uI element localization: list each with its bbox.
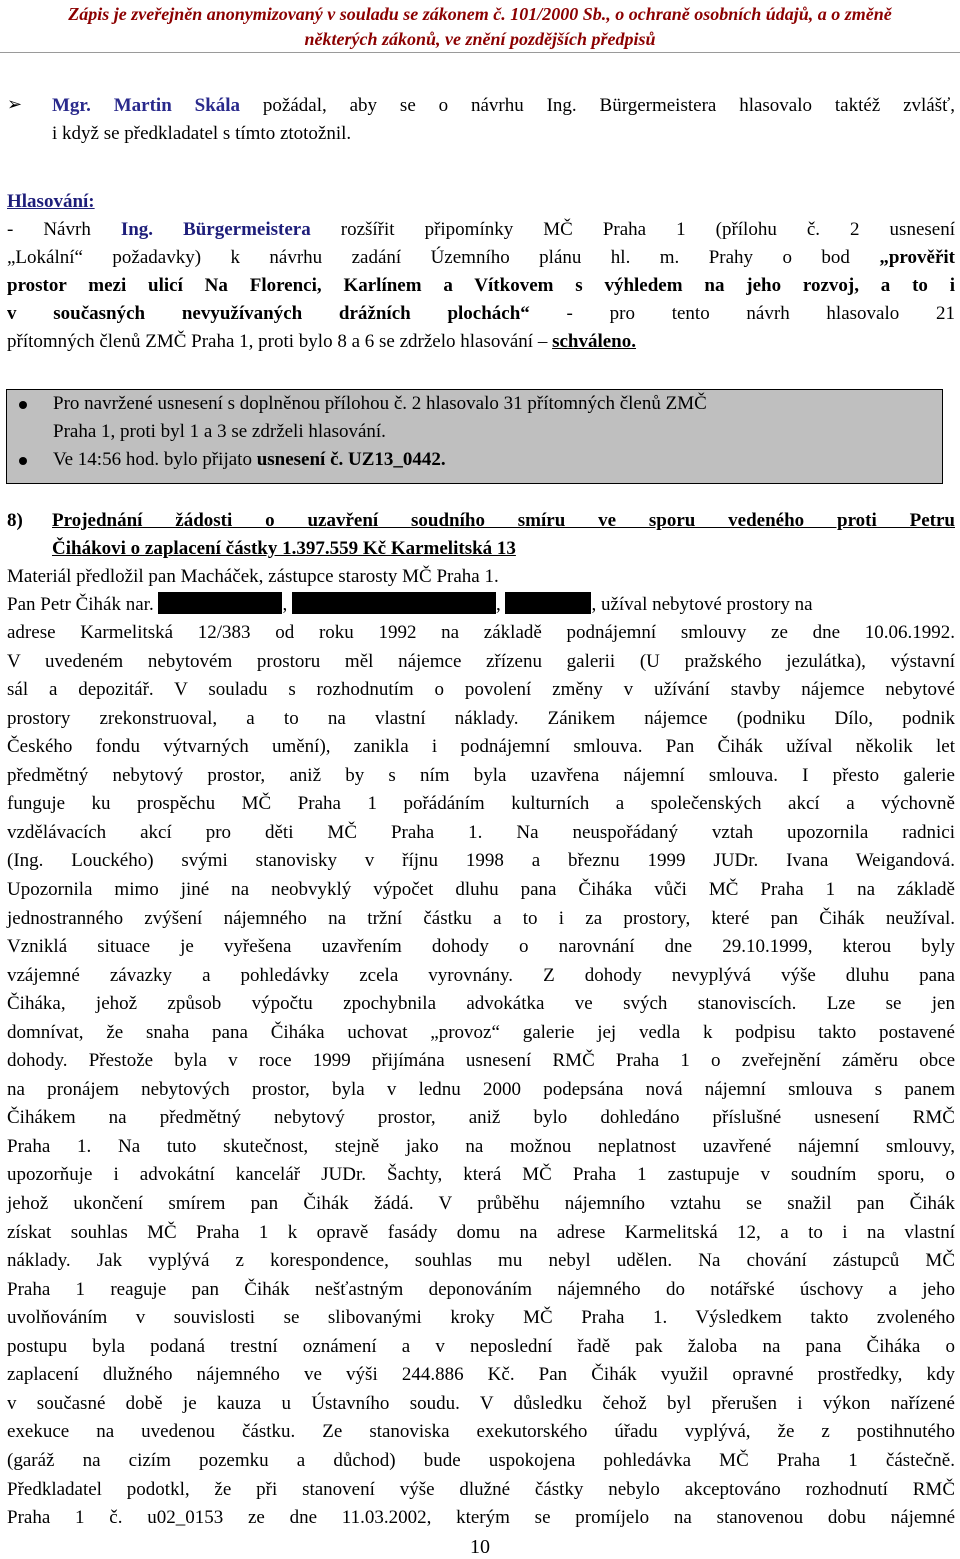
body-line: Českého fondu výtvarných umění), zanikla i podnájemní smlouva. Pan Čihák užíval několik let [7, 736, 955, 757]
vote-text-2: „Lokální“ požadavky) k návrhu zadání Územního plánu hl. m. Prahy o bod [7, 247, 880, 268]
vote-text-4a: v současných nevyužívaných drážních plochách“ [7, 303, 530, 324]
body-line: postupu byla podaná trestní oznámení a v neposlední řadě pak žaloba na pana Čiháka o [7, 1336, 955, 1357]
resolution-number: usnesení č. UZ13_0442. [256, 449, 446, 470]
header-divider [0, 52, 960, 53]
skala-name: Mgr. Martin Skála [52, 95, 241, 116]
body-line: zaplacení dlužného nájemného ve výši 244.886 Kč. Pan Čihák využil opravné prostředky, kdy [7, 1364, 955, 1385]
vote-line-3: prostor mezi ulicí Na Florenci, Karlínem a Vítkovem s výhledem na jeho rozvoj, a to i [7, 275, 955, 296]
section-number: 8) [7, 510, 23, 531]
box-line-2: Praha 1, proti byl 1 a 3 se zdrželi hlasování. [53, 421, 386, 442]
separator: , [282, 594, 292, 615]
skala-line-1 [52, 92, 955, 120]
vote-section [7, 188, 955, 368]
vote-line-5 [7, 328, 955, 356]
header-line-1: Zápis je zveřejněn anonymizovaný v souladu se zákonem č. 101/2000 Sb., o ochraně osobních údajů, a o změně [68, 4, 892, 24]
vote-line-2 [7, 244, 955, 272]
vote-text-1c: rozšířit připomínky MČ Praha 1 (přílohu č. 2 usnesení [310, 219, 955, 240]
body-line: vzájemné závazky a pohledávky zcela vyrovnány. Z dohody nevyplývá výše dluhu pana [7, 965, 955, 986]
body-line: (garáž na cizím pozemku a důchod) bude uspokojena pohledávka MČ Praha 1 částečně. [7, 1450, 955, 1471]
body-line: V uvedeném nebytovém prostoru měl nájemce zřízenu galerii (U pražského jezulátka), výstavní [7, 651, 955, 672]
body-line: uvolňováním v souvislosti se slibovanými kroky MČ Praha 1. Výsledkem takto zvoleného [7, 1307, 955, 1328]
skala-line-2: i když se předkladatel s tímto ztotožnil. [52, 123, 352, 144]
body-line: Praha 1 reaguje pan Čihák nešťastným deponováním nájemného do notářské úschovy a jeho [7, 1279, 955, 1300]
redaction-block [505, 592, 591, 614]
body-line: na pronájem nebytových prostor, byla v lednu 2000 podepsána nová nájemní smlouva s panem [7, 1079, 955, 1100]
body-line: exekuce na uvedenou částku. Ze stanoviska exekutorského úřadu vyplývá, že z postihnutého [7, 1421, 955, 1442]
body-line: Praha 1 č. u02_0153 ze dne 11.03.2002, kterým se promíjelo na stanovenou dobu nájemné [7, 1507, 955, 1528]
body-line: Praha 1. Na tuto skutečnost, stejně jako na možnou neplatnost uzavřené nájemní smlouvy, [7, 1136, 955, 1157]
vote-text-4b: - pro tento návrh hlasovalo 21 [529, 303, 955, 324]
vote-line-1 [7, 216, 955, 244]
body-line: Předkladatel podotkl, že při stanovení výše dlužné částky nebylo akceptováno rozhodnutí RMČ [7, 1479, 955, 1500]
anonymization-header [0, 2, 960, 52]
vote-line-4 [7, 300, 955, 328]
section-title-line-1: Projednání žádosti o uzavření soudního smíru ve sporu vedeného proti Petru [52, 510, 955, 531]
body-text-2b: , užíval nebytové prostory na [591, 594, 813, 615]
bullet-icon [19, 457, 27, 465]
body-line-redacted [7, 591, 955, 619]
page-number: 10 [470, 1536, 490, 1558]
body-line: (Ing. Louckého) svými stanovisky v říjnu 1998 a březnu 1999 JUDr. Ivana Weigandová. [7, 850, 955, 871]
header-line-2: některých zákonů, ve znění pozdějších předpisů [304, 29, 656, 49]
arrow-bullet-icon: ➢ [7, 94, 23, 114]
body-line: dohody. Přestože byla v roce 1999 přijímána usnesení RMČ Praha 1 o zveřejnění záměru obce [7, 1050, 955, 1071]
body-line: v současné době je kauza u Ústavního soudu. V důsledku čehož byl přerušen i výkon nařízené [7, 1393, 955, 1414]
skala-paragraph [52, 92, 955, 148]
body-text-2a: Pan Petr Čihák nar. [7, 594, 159, 615]
skala-text-1: požádal, aby se o návrhu Ing. Bürgermeistera hlasovalo taktéž zvlášť, [240, 95, 956, 116]
resolution-box [6, 389, 943, 484]
body-line: upozorňuje i advokátní kancelář JUDr. Šachty, která MČ Praha 1 zastupuje v soudním sporu, o [7, 1164, 955, 1185]
body-line: získat souhlas MČ Praha 1 k opravě fasády domu na adrese Karmelitská 12, a to i na vlastní [7, 1222, 955, 1243]
vote-text-1a: - Návrh [7, 219, 121, 240]
body-line: předmětný nebytový prostor, aniž by s ním byla uzavřena nájemní smlouva. I přesto galerie [7, 765, 955, 786]
bullet-icon [19, 401, 27, 409]
vote-text-1b: Ing. Bürgermeistera [120, 219, 311, 240]
vote-result: schváleno. [552, 331, 637, 352]
box-text-3a: Ve 14:56 hod. bylo přijato [53, 449, 257, 470]
body-line: funguje ku prospěchu MČ Praha 1 pořádáním kulturních a společenských akcí a výchovně [7, 793, 955, 814]
separator: , [495, 594, 506, 615]
body-line: vzdělávacích akcí pro děti MČ Praha 1. Na neuspořádaný vztah upozornila radnici [7, 822, 955, 843]
body-line: Čiháka, jehož způsob výpočtu zpochybnila advokátka ve svých stanoviscích. Lze se jen [7, 993, 955, 1014]
vote-text-5: přítomných členů ZMČ Praha 1, proti bylo 8 a 6 se zdrželo hlasování – [7, 331, 553, 352]
box-line-1: Pro navržené usnesení s doplněnou přílohou č. 2 hlasovalo 31 přítomných členů ZMČ [53, 393, 707, 414]
body-line: Upozornila mimo jiné na neobvyklý výpočet dluhu pana Čiháka vůči MČ Praha 1 na základě [7, 879, 955, 900]
vote-heading: Hlasování: [7, 191, 95, 212]
redaction-block [292, 592, 496, 614]
section-title-line-2: Čihákovi o zaplacení částky 1.397.559 Kč Karmelitská 13 [52, 538, 516, 559]
body-line: Čihákem na předmětný nebytový prostor, aniž bylo dohledáno příslušné usnesení RMČ [7, 1107, 955, 1128]
body-line: sál a depozitář. V souladu s rozhodnutím o povolení změny v užívání stavby nájemce nebytové [7, 679, 955, 700]
body-line: domnívat, že snaha pana Čiháka uchovat „provoz“ galerie jej vedla k podpisu takto postavené [7, 1022, 955, 1043]
body-line: adrese Karmelitská 12/383 od roku 1992 na základě podnájemní smlouvy ze dne 10.06.1992. [7, 622, 955, 643]
body-line-presenter: Materiál předložil pan Macháček, zástupce starosty MČ Praha 1. [7, 566, 499, 587]
body-line: prostory zrekonstruoval, a to na vlastní náklady. Zánikem nájemce (podniku Dílo, podnik [7, 708, 955, 729]
body-line: jednostranného zvýšení nájemného na tržní částku a to i za prostory, které pan Čihák neužíval. [7, 908, 955, 929]
redaction-block [158, 592, 282, 614]
vote-text-2b: „prověřit [879, 247, 955, 268]
body-line: náklady. Jak vyplývá z korespondence, souhlas mu nebyl udělen. Na chování zástupců MČ [7, 1250, 955, 1271]
body-line: jehož ukončení smírem pan Čihák žádá. V průběhu nájemního vztahu se snažil pan Čihák [7, 1193, 955, 1214]
body-line: Vzniklá situace je vyřešena uzavřením dohody o narovnání dne 29.10.1999, kterou byly [7, 936, 955, 957]
box-line-3 [53, 446, 446, 474]
